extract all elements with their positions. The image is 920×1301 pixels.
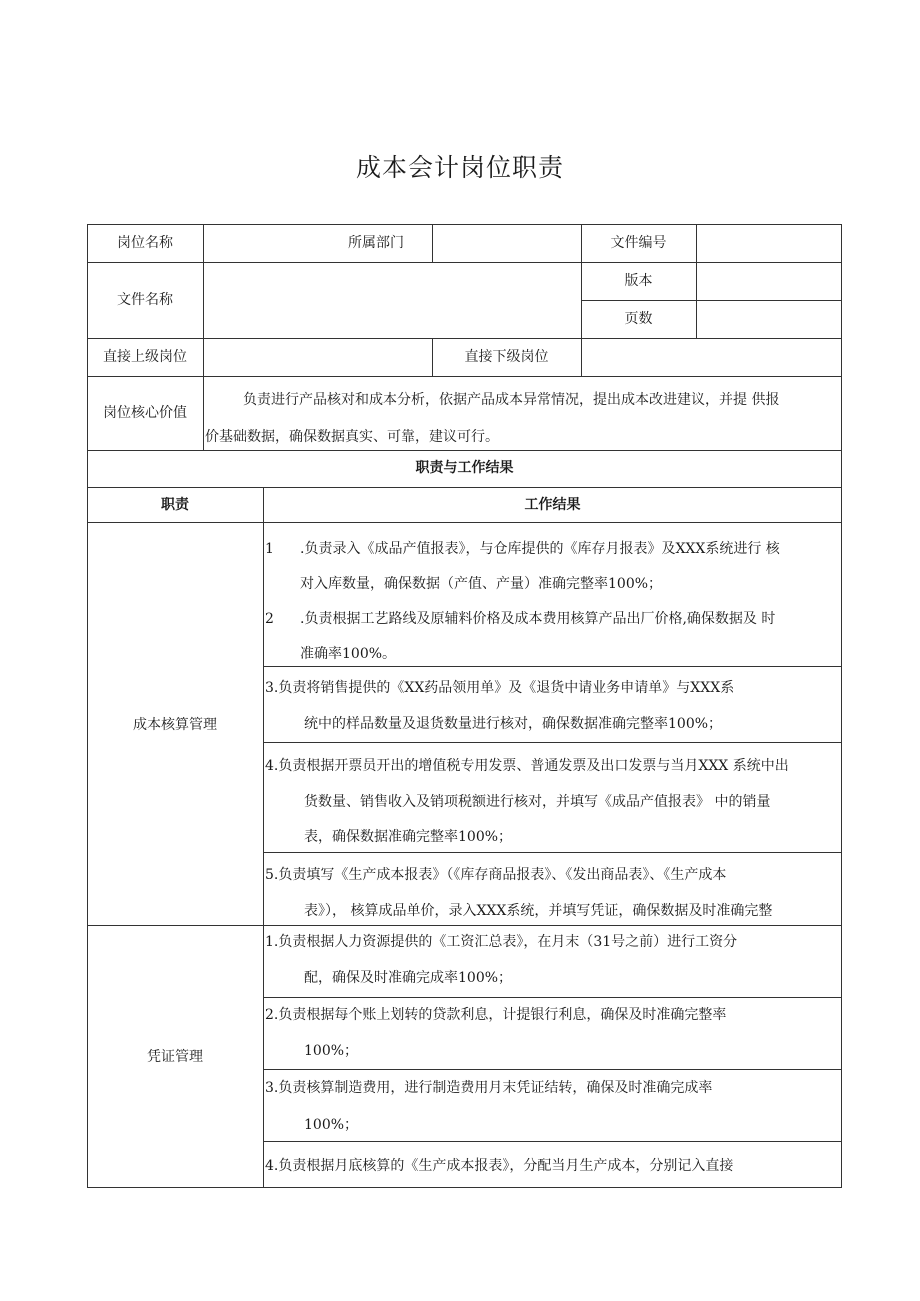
result-text: 100%；: [304, 1043, 359, 1059]
row-divider: [263, 1141, 842, 1142]
result-text: 5.负责填写《生产成本报表》（《库存商品报表》、《发出商品表》、《生产成本: [265, 867, 727, 883]
result-text: 对入库数量，确保数据（产值、产量）准确完整率100%；: [300, 576, 663, 592]
row-divider: [87, 338, 842, 339]
result-text: 4.负责根据开票员开出的增值税专用发票、普通发票及出口发票与当月XXX 系统中出: [265, 758, 789, 774]
row-divider: [87, 522, 842, 523]
item-number: 1: [265, 541, 274, 557]
row-divider: [87, 925, 842, 926]
result-text: 100%；: [304, 1117, 359, 1133]
duty-table: [87, 224, 842, 1188]
result-text: 3.负责核算制造费用，进行制造费用月末凭证结转，确保及时准确完成率: [265, 1080, 713, 1096]
item-number: 2: [265, 611, 274, 627]
duty-group-name: 凭证管理: [147, 1049, 203, 1065]
col-divider: [432, 224, 433, 262]
doc-number-label: 文件编号: [610, 235, 667, 251]
duty-group-name: 成本核算管理: [133, 717, 217, 733]
column-header-result: 工作结果: [524, 497, 581, 513]
result-text: .负责录入《成品产值报表》，与仓库提供的《库存月报表》及XXX系统进行 核: [300, 541, 780, 557]
department-label: 所属部门: [348, 235, 404, 251]
result-text: 3.负责将销售提供的《XX药品领用单》及《退货中请业务申请单》与XXX系: [265, 680, 735, 696]
row-divider: [87, 376, 842, 377]
row-divider: [87, 450, 842, 451]
row-divider: [263, 997, 842, 998]
result-text: 1.负责根据人力资源提供的《工资汇总表》，在月末（31号之前）进行工资分: [265, 934, 738, 950]
core-value-text: 价基础数据，确保数据真实、可靠，建议可行。: [205, 429, 499, 445]
version-label: 版本: [624, 273, 653, 289]
result-text: 统中的样品数量及退货数量进行核对，确保数据准确完整率100%；: [304, 716, 723, 732]
row-divider: [87, 487, 842, 488]
position-name-label: 岗位名称: [117, 235, 173, 251]
row-divider: [263, 742, 842, 743]
page-title: 成本会计岗位职责: [355, 153, 564, 182]
result-text: 表，确保数据准确完整率100%；: [304, 829, 513, 845]
col-divider: [263, 487, 264, 1188]
row-divider: [581, 300, 842, 301]
result-text: 准确率100%。: [300, 646, 397, 662]
col-divider: [696, 224, 697, 338]
subordinate-label: 直接下级岗位: [464, 349, 549, 365]
result-text: 表》）， 核算成品单价，录入XXX系统，并填写凭证，确保数据及时准确完整: [304, 903, 773, 919]
row-divider: [87, 262, 842, 263]
section-title: 职责与工作结果: [415, 460, 514, 476]
column-header-duty: 职责: [161, 497, 189, 513]
superior-label: 直接上级岗位: [103, 349, 187, 365]
row-divider: [263, 666, 842, 667]
result-text: .负责根据工艺路线及原辅料价格及成本费用核算产品出厂价格,确保数据及 时: [300, 611, 776, 627]
row-divider: [263, 852, 842, 853]
col-divider: [203, 224, 204, 450]
core-value-label: 岗位核心价值: [103, 405, 187, 421]
core-value-text: 负责进行产品核对和成本分析，依据产品成本异常情况，提出成本改进建议，并提 供报: [243, 392, 780, 408]
result-text: 配，确保及时准确完成率100%；: [304, 970, 513, 986]
result-text: 货数量、销售收入及销项税额进行核对，并填写《成品产值报表》 中的销量: [304, 794, 771, 810]
doc-name-label: 文件名称: [117, 292, 173, 308]
row-divider: [263, 1069, 842, 1070]
result-text: 4.负责根据月底核算的《生产成本报表》，分配当月生产成本，分别记入直接: [265, 1158, 734, 1174]
result-text: 2.负责根据每个账上划转的贷款利息，计提银行利息，确保及时准确完整率: [265, 1007, 727, 1023]
pages-label: 页数: [624, 311, 653, 327]
